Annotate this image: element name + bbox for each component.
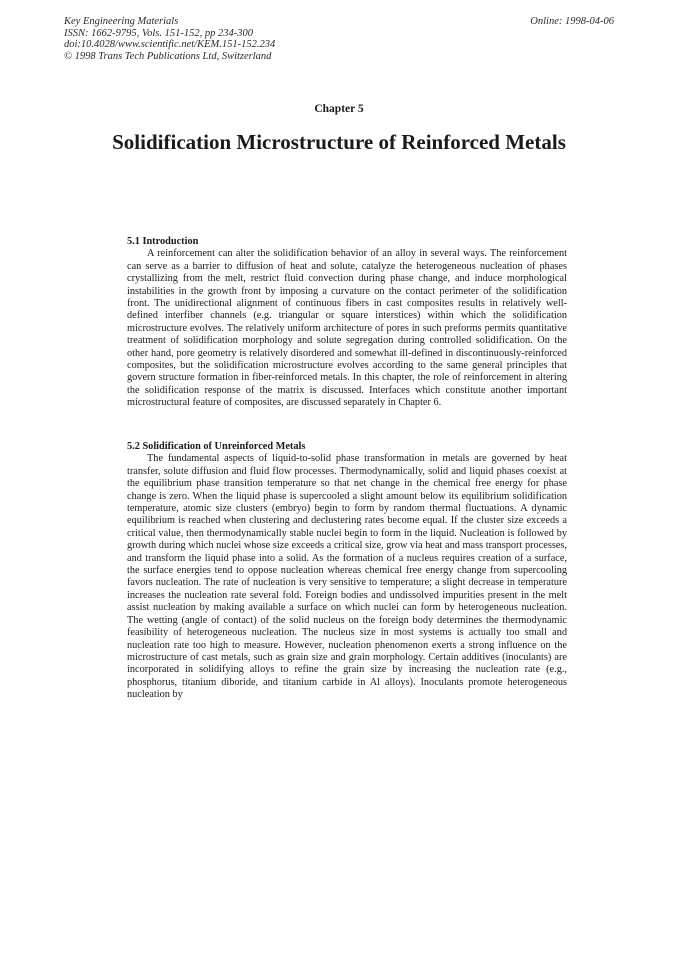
journal-doi: doi:10.4028/www.scientific.net/KEM.151-152.234 bbox=[64, 39, 276, 50]
section-heading: 5.2 Solidification of Unreinforced Metals bbox=[127, 441, 306, 452]
section-introduction bbox=[127, 236, 567, 410]
chapter-title: Solidification Microstructure of Reinforced Metals bbox=[112, 130, 566, 154]
chapter-label: Chapter 5 bbox=[314, 103, 364, 115]
section-paragraph: A reinforcement can alter the solidification behavior of an alloy in several ways. The reinforcement can serve as a barrier to diffusion of heat and solute, catalyze the heterogeneous nucleation of phases crystallizing from the melt, restrict fluid convection during phase change, and induce morphological instabilities in the growth front by imposing a curvature on the contact perimeter of the solidification front. The unidirectional alignment of continuous fibers in cast composites results in relatively well-defined interfiber channels (e.g. triangular or square interstices) within which the solidification microstructure evolves. The relatively uniform architecture of pores in such preforms permits quantitative treatment of solidification morphology and solute segregation during controlled solidification. On the other hand, pore geometry is relatively disordered and somewhat ill-defined in discontinuously-reinforced composites, but the solidification microstructure evolves according to the same general principles that govern structure formation in fiber-reinforced metals. In this chapter, the role of reinforcement in altering the solidification response of the matrix is discussed. Interfaces which constitute another important microstructural feature of composites, are discussed separately in Chapter 6. bbox=[127, 248, 567, 409]
journal-name: Key Engineering Materials bbox=[64, 16, 179, 27]
section-paragraph: The fundamental aspects of liquid-to-solid phase transformation in metals are governed by heat transfer, solute diffusion and fluid flow processes. Thermodynamically, solid and liquid phases coexist at the equilibrium phase transition temperature so that net change in the chemical free energy for phase change is zero. When the liquid phase is supercooled a slight amount below its equilibrium solidification temperature, atomic size clusters (embryo) begin to form by random thermal fluctuations. A dynamic equilibrium is reached when clustering and declustering rates become equal. If the cluster size exceeds a critical value, then thermodynamically stable nuclei begin to form in the liquid. Nucleation is followed by growth during which nuclei whose size exceeds a critical size, grow via heat and mass transport processes, and transform the liquid phase into a solid. As the formation of a nucleus requires creation of a surface, the surface energies tend to oppose nucleation whereas chemical free energy change from supercooling favors nucleation. The rate of nucleation is very sensitive to temperature; a slight decrease in temperature increases the nucleation rate several fold. Foreign bodies and undissolved impurities present in the melt assist nucleation by making available a surface on which nuclei can form by heterogeneous nucleation. The wetting (angle of contact) of the solid nucleus on the foreign body determines the thermodynamic feasibility of heterogeneous nucleation. The nucleus size in most systems is actually too small and nucleation rate too high to measure. However, nucleation phenomenon exerts a strong influence on the microstructure of cast metals, such as grain size and grain morphology. Certain additives (inoculants) are incorporated in solidifying alloys to refine the grain size by increasing the nucleation rate (e.g., phosphorus, titanium diboride, and titanium carbide in Al alloys). Inoculants promote heterogeneous nucleation by bbox=[127, 453, 567, 701]
journal-copyright: © 1998 Trans Tech Publications Ltd, Switzerland bbox=[64, 50, 272, 62]
section-heading: 5.1 Introduction bbox=[127, 236, 199, 247]
journal-citation-block bbox=[64, 16, 275, 62]
online-date: Online: 1998-04-06 bbox=[530, 16, 614, 27]
section-unreinforced-metals bbox=[127, 441, 567, 702]
journal-issn: ISSN: 1662-9795, Vols. 151-152, pp 234-300 bbox=[64, 27, 253, 39]
